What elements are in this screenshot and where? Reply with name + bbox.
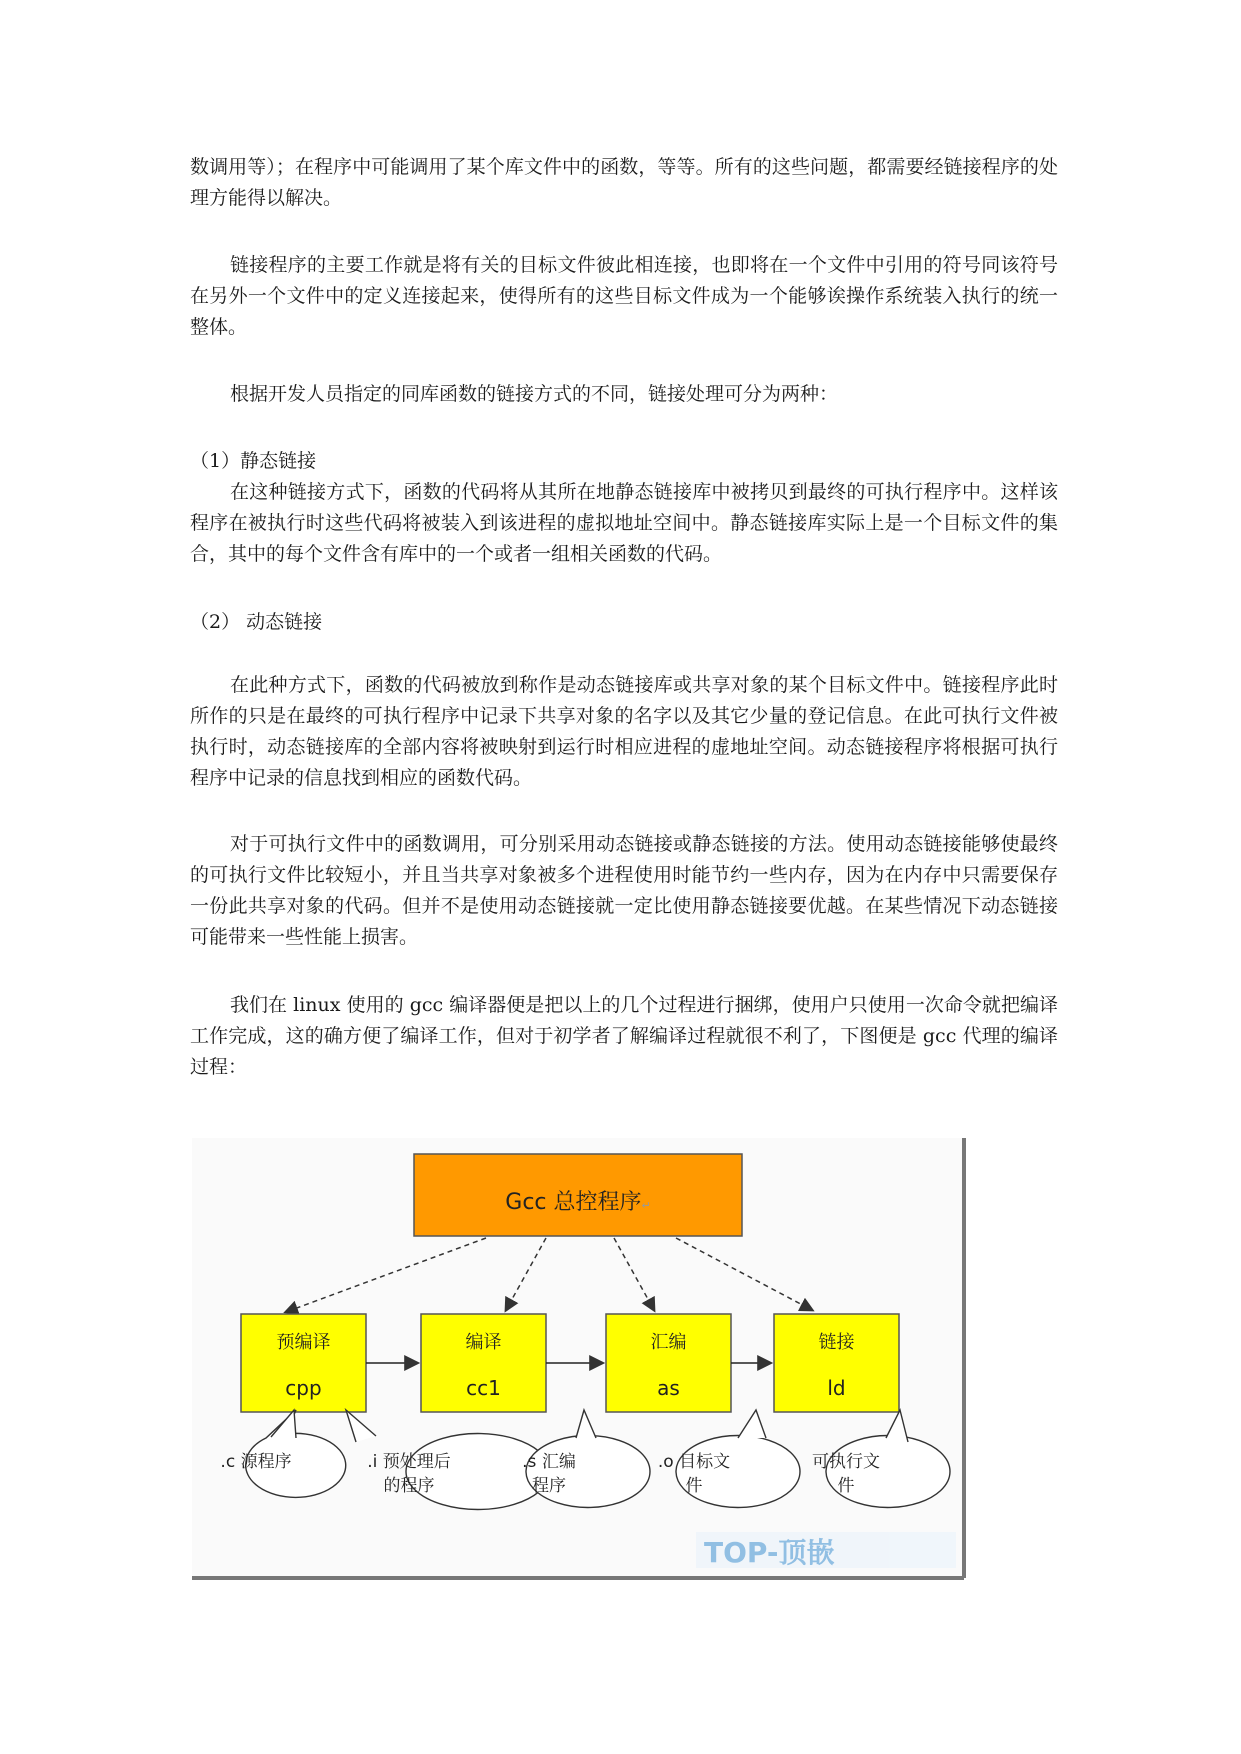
stage-assemble-tool: as	[657, 1376, 680, 1400]
bubble-label-executable: 可执行文件	[812, 1452, 880, 1496]
paragraph-4: 在这种链接方式下，函数的代码将从其所在地静态链接库中被拷贝到最终的可执行程序中。这样该程序在被执行时这些代码将被装入到该进程的虚拟地址空间中。静态链接库实际上是一个目标文件的集合，其中的每个文件含有库中的一个或者一组相关函数的代码。	[190, 481, 1058, 565]
stage-link-name: 链接	[818, 1332, 855, 1353]
heading-static-linking: （1）静态链接	[190, 450, 317, 472]
svg-text:TOP-顶嵌: TOP-顶嵌	[704, 1536, 835, 1569]
paragraph-7: 我们在 linux 使用的 gcc 编译器便是把以上的几个过程进行捆绑，使用户只使用一次命令就把编译工作完成，这的确方便了编译工作，但对于初学者了解编译过程就很不利了，下图便是 gcc 代理的编译过程：	[190, 994, 1058, 1078]
controller-label: Gcc 总控程序↵	[505, 1190, 651, 1215]
stage-assemble-name: 汇编	[650, 1332, 687, 1353]
bubble-label-s-assembly: .s 汇编程序	[522, 1452, 576, 1496]
paragraph-2: 链接程序的主要工作就是将有关的目标文件彼此相连接，也即将在一个文件中引用的符号同该符号在另外一个文件中的定义连接起来，使得所有的这些目标文件成为一个能够诶操作系统装入执行的统一整体。	[190, 254, 1058, 338]
heading-dynamic-linking: （2） 动态链接	[190, 611, 323, 633]
stage-preprocess-name: 预编译	[276, 1332, 331, 1353]
bubble-label-c-source: .c 源程序	[220, 1452, 292, 1472]
stage-preprocess-tool: cpp	[285, 1376, 322, 1400]
paragraph-6: 对于可执行文件中的函数调用，可分别采用动态链接或静态链接的方法。使用动态链接能够使最终的可执行文件比较短小，并且当共享对象被多个进程使用时能节约一些内存，因为在内存中只需要保存一份此共享对象的代码。但并不是使用动态链接就一定比使用静态链接要优越。在某些情况下动态链接可能带来一些性能上损害。	[190, 833, 1058, 948]
stage-compile-name: 编译	[465, 1332, 502, 1353]
watermark-logo	[696, 1532, 956, 1569]
paragraph-3: 根据开发人员指定的同库函数的链接方式的不同，链接处理可分为两种：	[230, 383, 839, 405]
stage-link-tool: ld	[827, 1376, 846, 1400]
bubble-label-i-preprocessed: .i 预处理后的程序	[367, 1452, 451, 1496]
paragraph-5: 在此种方式下，函数的代码被放到称作是动态链接库或共享对象的某个目标文件中。链接程序此时所作的只是在最终的可执行程序中记录下共享对象的名字以及其它少量的登记信息。在此可执行文件被执行时，动态链接库的全部内容将被映射到运行时相应进程的虚地址空间。动态链接程序将根据可执行程序中记录的信息找到相应的函数代码。	[190, 674, 1058, 789]
gcc-compile-process-figure	[186, 1132, 971, 1584]
stage-compile-tool: cc1	[466, 1376, 501, 1400]
bubble-label-o-object: .o 目标文件	[657, 1452, 731, 1496]
paragraph-1: 数调用等）；在程序中可能调用了某个库文件中的函数，等等。所有的这些问题，都需要经链接程序的处理方能得以解决。	[190, 156, 1058, 209]
